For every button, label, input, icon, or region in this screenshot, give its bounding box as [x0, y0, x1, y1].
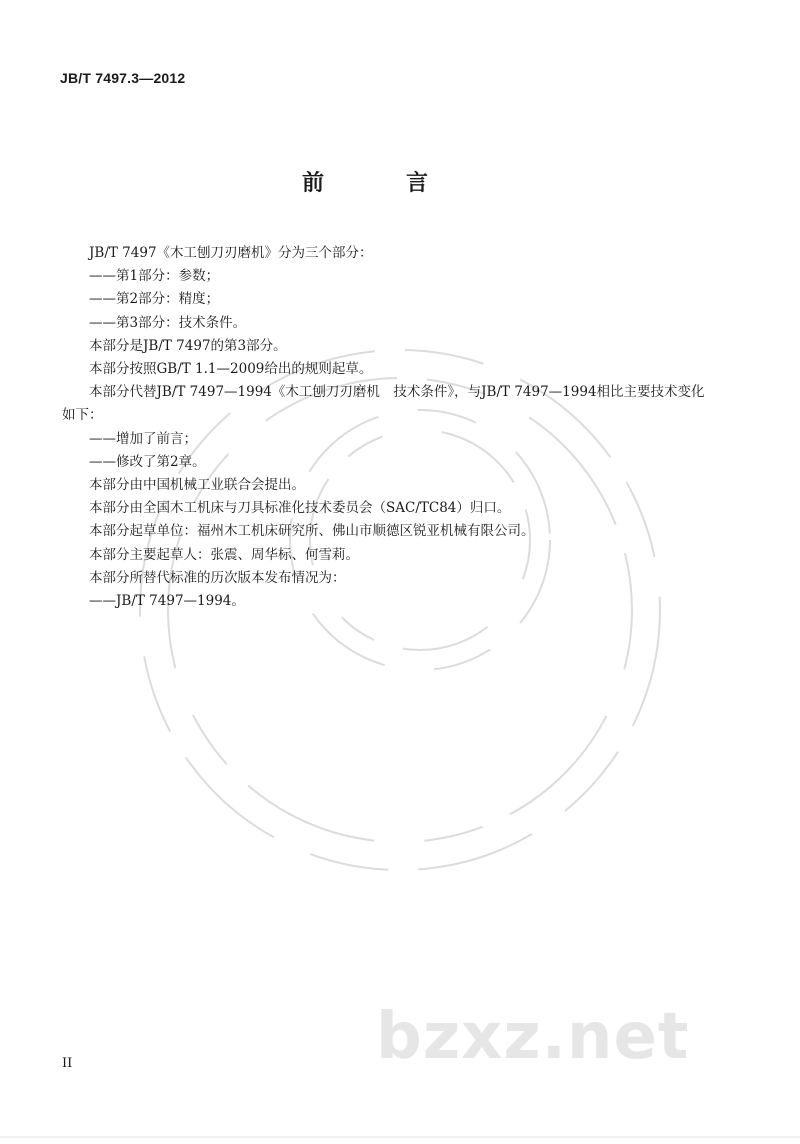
standard-code: JB/T 7497.3—2012 — [60, 70, 186, 86]
body-line: 本部分起草单位：福州木工机床研究所、佛山市顺德区锐亚机械有限公司。 — [89, 523, 535, 540]
body-line: JB/T 7497《木工刨刀刃磨机》分为三个部分： — [89, 245, 373, 261]
body-line: 本部分所替代标准的历次版本发布情况为： — [89, 569, 346, 586]
page-title: 前 言 — [301, 171, 458, 196]
body-line: 本部分按照GB/T 1.1—2009给出的规则起草。 — [89, 361, 373, 378]
body-line: ——修改了第2章。 — [89, 453, 206, 470]
body-line: ——第3部分：技术条件。 — [89, 314, 247, 331]
body-line: 本部分代替JB/T 7497—1994《木工刨刀刃磨机 技术条件》，与JB/T 7497—1994相比主要技术变化 — [89, 384, 705, 401]
site-watermark: bzxz.net — [376, 1000, 690, 1074]
body-line: ——第2部分：精度； — [89, 291, 220, 308]
page-number: II — [62, 1056, 73, 1071]
bottom-divider — [0, 1136, 800, 1138]
body-line: 如下： — [62, 407, 103, 424]
body-line: 本部分主要起草人：张震、周华标、何雪莉。 — [89, 546, 359, 563]
body-line: 本部分由全国木工机床与刀具标准化技术委员会（SAC/TC84）归口。 — [89, 500, 511, 517]
body-line: 本部分由中国机械工业联合会提出。 — [89, 477, 305, 494]
body-line: ——第1部分：参数； — [89, 268, 220, 285]
body-line: ——增加了前言； — [89, 430, 197, 447]
body-line: 本部分是JB/T 7497的第3部分。 — [89, 337, 287, 354]
foreword-body — [62, 242, 732, 613]
body-line: ——JB/T 7497—1994。 — [89, 593, 245, 610]
